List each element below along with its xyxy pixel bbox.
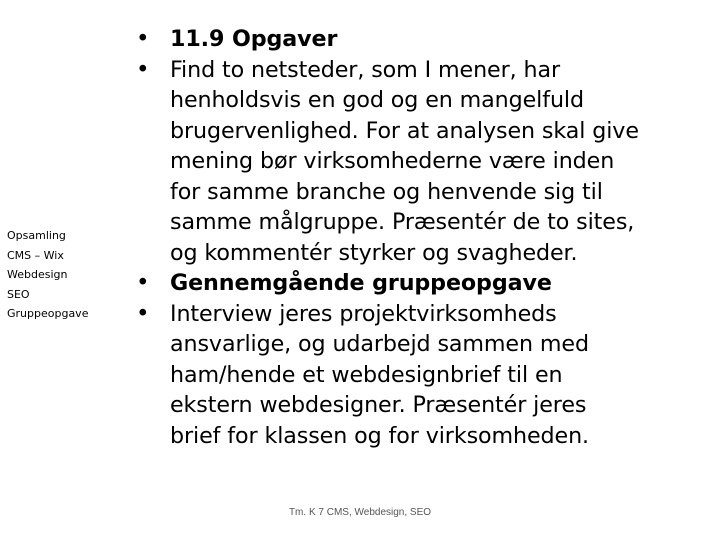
bullet-line: Interview jeres projektvirksomheds (170, 300, 557, 327)
bullet-line: henholdsvis en god og en mangelfuld (170, 87, 584, 113)
bullet-line: 11.9 Opgaver (170, 26, 338, 52)
bullet-dot-icon: • (136, 270, 150, 296)
bullet-item-opgaver-heading (136, 24, 696, 55)
bullet-line: og kommentér styrker og svagheder. (170, 239, 578, 266)
bullet-line: brief for klassen og for virksomheden. (170, 422, 589, 449)
bullet-line: Find to netsteder, som I mener, har (170, 56, 561, 83)
sidebar-nav (7, 226, 117, 324)
bullet-dot-icon: • (136, 56, 150, 83)
bullet-item-interview (136, 299, 696, 452)
bullet-line: samme målgruppe. Præsentér de to sites, (170, 209, 635, 235)
bullet-item-gruppeopgave (136, 268, 696, 299)
sidebar-item-cms-wix: CMS – Wix (7, 248, 64, 262)
bullet-line: brugervenlighed. For at analysen skal give (170, 117, 639, 144)
bullet-line: ansvarlige, og udarbejd sammen med (170, 331, 589, 357)
sidebar-item-gruppeopgave: Gruppeopgave (7, 307, 89, 320)
sidebar-item-seo: SEO (7, 287, 30, 301)
bullet-line: ham/hende et webdesignbrief til en (170, 361, 563, 388)
footer-text: Tm. K 7 CMS, Webdesign, SEO (288, 507, 432, 518)
bullet-line: mening bør virksomhederne være inden (170, 148, 615, 174)
sidebar-item-webdesign: Webdesign (7, 268, 68, 281)
main-content (136, 24, 696, 451)
sidebar-item-opsamling: Opsamling (7, 229, 66, 242)
bullet-dot-icon: • (136, 26, 150, 52)
bullet-line: ekstern webdesigner. Præsentér jeres (170, 392, 587, 418)
bullet-line: Gennemgående gruppeopgave (170, 270, 552, 296)
bullet-line: for samme branche og henvende sig til (170, 178, 603, 205)
bullet-item-find-netsteder (136, 55, 696, 269)
bullet-dot-icon: • (136, 300, 150, 327)
